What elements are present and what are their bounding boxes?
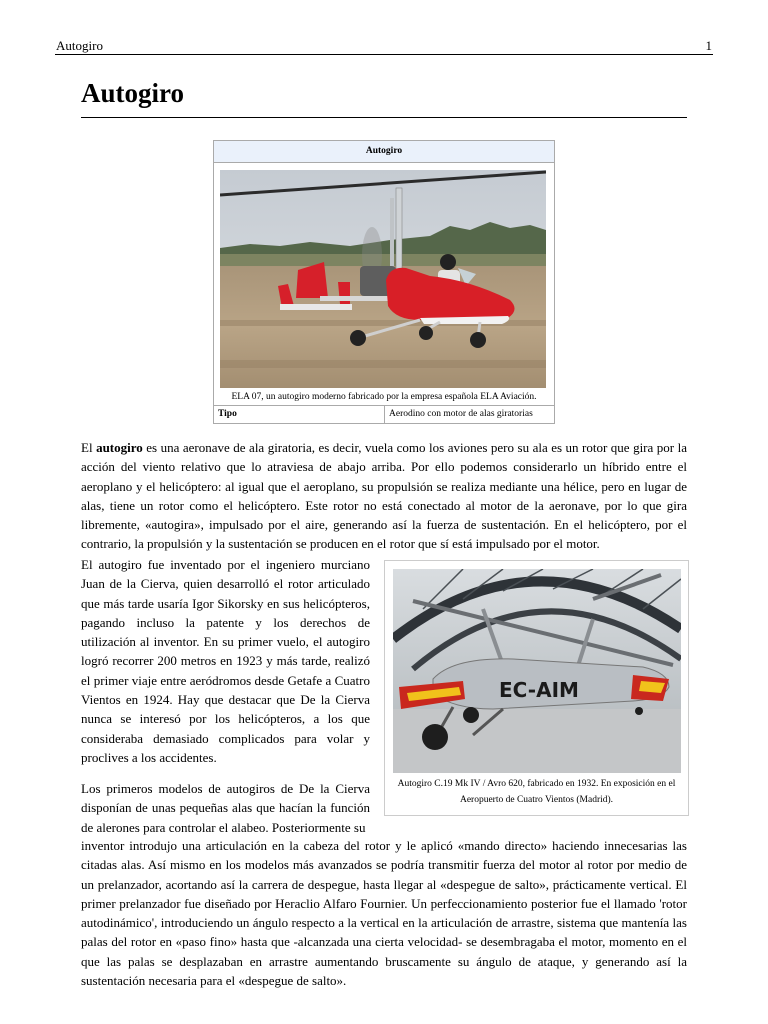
- infobox-row-key: Tipo: [214, 406, 385, 423]
- infobox-caption: ELA 07, un autogiro moderno fabricado por la empresa española ELA Aviación.: [231, 392, 537, 402]
- infobox-row-tipo: [214, 405, 554, 423]
- figure-thumbnail: [384, 560, 689, 816]
- infobox-image-frame: [214, 163, 554, 391]
- figure-caption: Autogiro C.19 Mk IV / Avro 620, fabricado en 1932. En exposición en el Aeropuerto de Cuatro Vientos (Madrid).: [397, 779, 676, 805]
- paragraph-history: El autogiro fue inventado por el ingeniero murciano Juan de la Cierva, quien desarrolló el rotor articulado que más tarde usaría Igor Sikorsky en sus helicópteros, pagando incluso la patente y los derechos de utilización al inventor. En su primer vuelo, el autogiro logró recorrer 200 metros en 1923 y más tarde, realizó el primer viaje entre aeródromos desde Getafe a Cuatro Vientos en 1924. Hay que destacar que De la Cierva nunca se interesó por los helicópteros, a los que consideraba demasiado complicados para volar y proclives a los accidentes.: [81, 557, 370, 765]
- registration-text: EC-AIM: [499, 678, 579, 702]
- paragraph-models: Los primeros modelos de autogiros de De la Cierva disponían de unas pequeñas alas que hacían la función de alerones para controlar el alabeo. Posteriormente su: [81, 781, 370, 835]
- page-number: 1: [705, 38, 712, 53]
- page-title: Autogiro: [81, 78, 185, 108]
- intro-text-rest: es una aeronave de ala giratoria, es decir, vuela como los aviones pero su ala es un rotor que gira por la acción del viento relativo que lo atraviesa de abajo arriba. Por ello podemos considerarlo un híbrido entre el aeroplano y el helicóptero: al igual que el aeroplano, su propulsión se realiza mediante una hélice, pero en lugar de alas, tiene un rotor como el helicóptero. Este rotor no está conectado al motor de la aeronave, por lo que gira libremente, «autogira», impulsado por el aire, generando así la fuerza de sustentación. En el helicóptero, por el contrario, la propulsión y la sustentación se producen en el rotor que sí está impulsado por el motor.: [81, 440, 687, 552]
- infobox: [213, 140, 555, 424]
- c19-autogiro-photo: [393, 569, 681, 773]
- intro-text-start: El: [81, 440, 97, 455]
- infobox-title: Autogiro: [214, 141, 554, 163]
- running-header-title: Autogiro: [56, 38, 103, 53]
- paragraph-intro: [81, 438, 687, 554]
- paragraph-models-continued: inventor introdujo una articulación en la cabeza del rotor y le aplicó «mando directo» haciendo innecesarias las citadas alas. Así mismo en los modelos más avanzados se podría transmitir fuerza del motor al rotor por medio de un prelanzador, acortando así la carrera de despegue, hasta llegar al «despegue de salto», prácticamente vertical. El primer prelanzador fue diseñado por Heraclio Alfaro Fournier. Un perfeccionamiento posterior fue el llamado 'rotor autodinámico', introduciendo un ángulo respecto a la vertical en la articulación de arrastre, sistema que mantenía las palas del rotor en «paso fino» hasta que -alcanzada una cierta velocidad- se desembragaba el motor, momento en el que las palas se desplazaban en arrastre aumentando bruscamente su ángulo de ataque, y generando así la sustentación necesaria para el «despegue de salto».: [81, 838, 687, 989]
- header-rule: [55, 54, 713, 55]
- infobox-row-value: Aerodino con motor de alas giratorias: [389, 409, 533, 419]
- title-rule: [81, 117, 687, 118]
- intro-bold-term: autogiro: [96, 440, 143, 455]
- autogiro-photo: [220, 170, 546, 388]
